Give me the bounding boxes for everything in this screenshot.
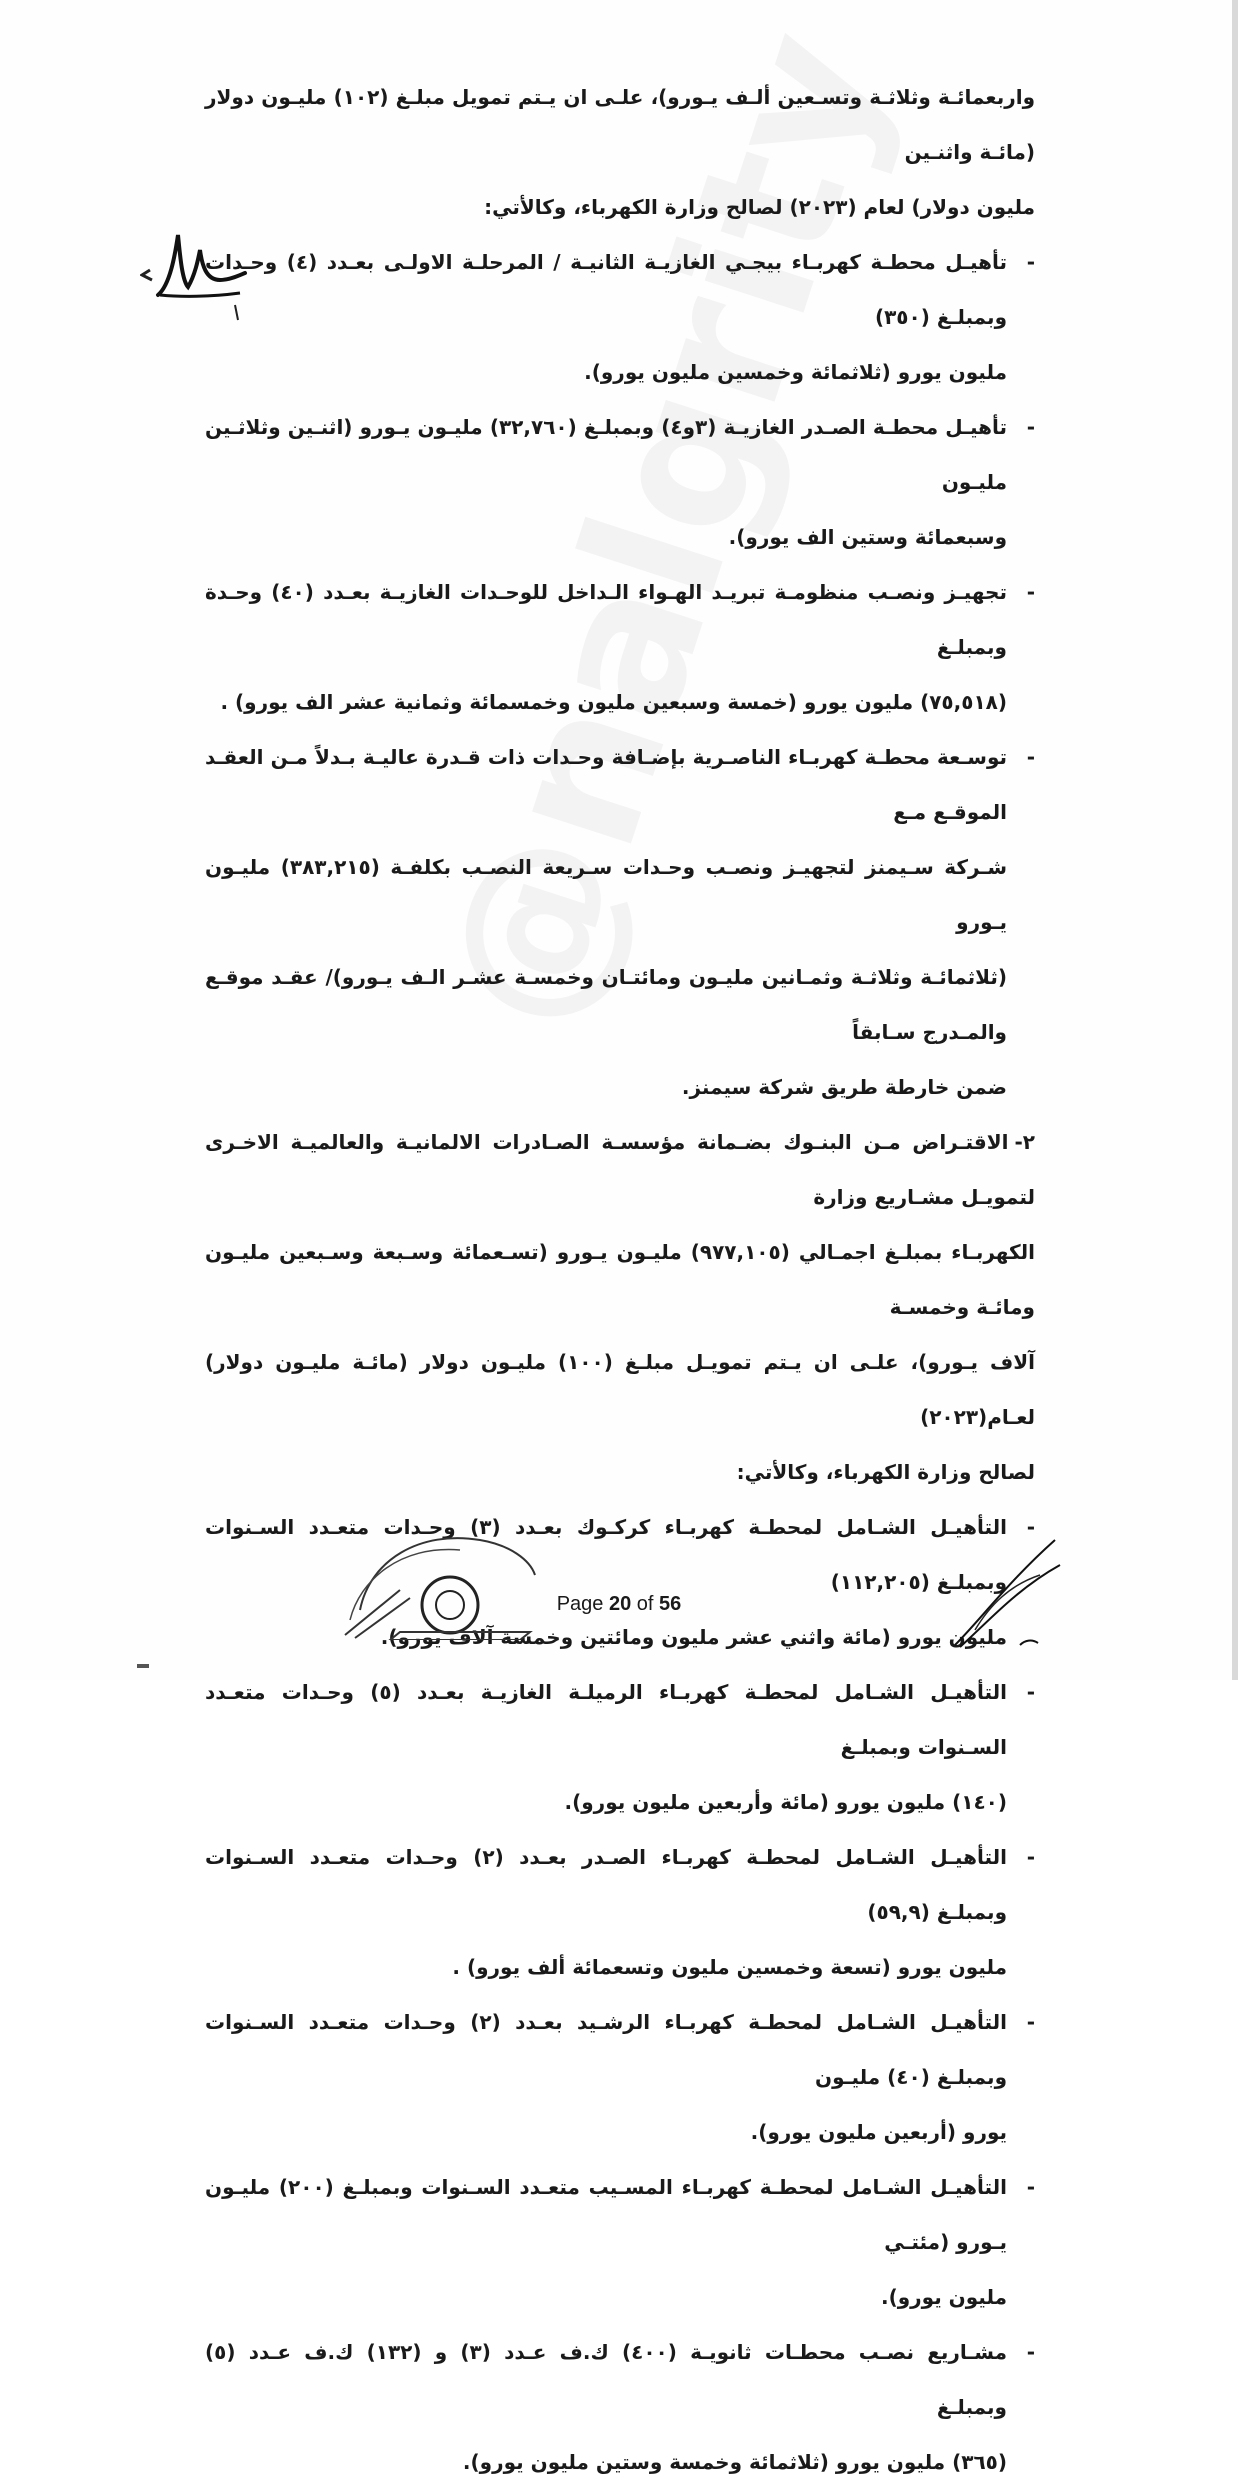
bullet-line: تجهيـز ونصـب منظومـة تبريـد الهـواء الـداخل للوحـدات الغازيـة بعـدد (٤٠) وحـدة وبمبلـغ bbox=[205, 580, 1007, 659]
bullet-line: (ثلاثمائـة وثلاثـة وثمـانين مليـون ومائتـان وخمسـة عشـر الـف يـورو)/ عقـد موقـع والمـدرج سـابقاً bbox=[205, 965, 1007, 1044]
bullet-item bbox=[205, 2325, 1035, 2490]
numbered-item-line: آلاف يـورو)، علـى ان يـتم تمويـل مبلـغ (١٠٠) مليـون دولار (مائـة مليـون دولار) لعـام(٢٠٢٣) bbox=[205, 1350, 1035, 1429]
numbered-item-2 bbox=[205, 1115, 1035, 1500]
bullet-dash: - bbox=[1026, 1680, 1035, 1704]
scan-speck bbox=[137, 1664, 149, 1668]
bullet-dash: - bbox=[1026, 580, 1035, 604]
bullet-dash: - bbox=[1026, 2175, 1035, 2199]
bullet-line: توسـعة محطـة كهربـاء الناصـرية بإضـافة وحـدات ذات قـدرة عاليـة بـدلاً مـن العقـد الموقـع مـع bbox=[205, 745, 1007, 824]
bullet-line: مليون يورو (مائة واثني عشر مليون ومائتين وخمسة آلاف يورو). bbox=[380, 1625, 1007, 1649]
bullet-item bbox=[205, 565, 1035, 730]
bullet-line: مليون يورو (تسعة وخمسين مليون وتسعمائة ألف يورو) . bbox=[452, 1955, 1007, 1979]
page-total: 56 bbox=[659, 1593, 682, 1615]
item-number: ٢- bbox=[1014, 1130, 1035, 1154]
bullet-line: التأهيـل الشـامل لمحطـة كهربـاء الرشـيد بعـدد (٢) وحـدات متعـدد السـنوات وبمبلـغ (٤٠) مليـون bbox=[205, 2010, 1007, 2089]
page-number: 20 bbox=[608, 1593, 632, 1615]
bullet-line: التأهيـل الشـامل لمحطـة كهربـاء الصـدر بعـدد (٢) وحـدات متعـدد السـنوات وبمبلـغ (٥٩,٩) bbox=[205, 1845, 1007, 1924]
bullet-line: التأهيـل الشـامل لمحطـة كهربـاء الرميلـة الغازيـة بعـدد (٥) وحـدات متعـدد السـنوات وبمبلـغ bbox=[205, 1680, 1008, 1759]
intro-line-2: مليون دولار) لعام (٢٠٢٣) لصالح وزارة الكهرباء، وكالأتي: bbox=[484, 195, 1035, 219]
bullet-line: ضمن خارطة طريق شركة سيمنز. bbox=[681, 1075, 1007, 1099]
bullet-dash: - bbox=[1026, 2010, 1035, 2034]
bullet-line: التأهيـل الشـامل لمحطـة كهربـاء المسـيب متعـدد السـنوات وبمبلـغ (٢٠٠) مليـون يـورو (مئتـي bbox=[205, 2175, 1007, 2254]
bullet-line: وسبعمائة وستين الف يورو). bbox=[728, 525, 1007, 549]
scan-edge bbox=[1232, 0, 1238, 1680]
bullet-line: التأهيـل الشـامل لمحطـة كهربـاء كركـوك بعـدد (٣) وحـدات متعـدد السـنوات وبمبلـغ (١١٢,٢٠٥) bbox=[205, 1515, 1007, 1594]
document-body bbox=[205, 70, 1035, 2490]
official-seal-icon bbox=[340, 1520, 540, 1640]
bullet-item bbox=[205, 1995, 1035, 2160]
bullet-item bbox=[205, 2160, 1035, 2325]
page-footer bbox=[0, 1593, 1238, 1616]
bullet-dash: - bbox=[1026, 1845, 1035, 1869]
page-word: Page bbox=[556, 1593, 604, 1615]
item-text: الاقتـراض مـن البنـوك بضـمانة مؤسسـة الصـادرات الالمانيـة والعالميـة الاخـرى لتمويـل مشـاريع وزارة bbox=[205, 1130, 1035, 1209]
bullet-line: (٧٥,٥١٨) مليون يورو (خمسة وسبعين مليون وخمسمائة وثمانية عشر الف يورو) . bbox=[220, 690, 1007, 714]
bullet-line: (١٤٠) مليون يورو (مائة وأربعين مليون يورو). bbox=[564, 1790, 1007, 1814]
of-word: of bbox=[636, 1593, 654, 1615]
bullet-item bbox=[205, 1830, 1035, 1995]
bullet-dash: - bbox=[1026, 415, 1035, 439]
bullet-line: شـركة سـيمنز لتجهيـز ونصـب وحـدات سـريعة النصـب بكلفـة (٣٨٣,٢١٥) مليـون يـورو bbox=[205, 855, 1007, 934]
bullet-dash: - bbox=[1026, 2340, 1035, 2364]
bullet-item bbox=[205, 235, 1035, 400]
bullet-item bbox=[205, 400, 1035, 565]
bullet-line: تأهيـل محطـة كهربـاء بيجـي الغازيـة الثانيـة / المرحلـة الاولـى بعـدد (٤) وحـدات وبمبلـغ (٣٥٠) bbox=[205, 250, 1008, 329]
bullet-line: (٣٦٥) مليون يورو (ثلاثمائة وخمسة وستين مليون يورو). bbox=[462, 2450, 1007, 2474]
numbered-item-line: لصالح وزارة الكهرباء، وكالأتي: bbox=[736, 1460, 1035, 1484]
bullet-line: مشـاريع نصـب محطـات ثانويـة (٤٠٠) ك.ف عـدد (٣) و (١٣٢) ك.ف عـدد (٥) وبمبلـغ bbox=[205, 2340, 1007, 2419]
bullet-item bbox=[205, 730, 1035, 1115]
bullet-line: مليون يورو). bbox=[880, 2285, 1007, 2309]
numbered-item-line: الكهربـاء بمبلـغ اجمـالي (٩٧٧,١٠٥) مليـون يـورو (تسـعمائة وسـبعة وسـبعين مليـون ومائـة وخمسـة bbox=[205, 1240, 1036, 1319]
numbered-item-line bbox=[205, 1115, 1035, 1225]
intro-line-1: واربعمائـة وثلاثـة وتسـعين ألـف يـورو)، علـى ان يـتم تمويل مبلـغ (١٠٢) مليـون دولار (مائـة واثنـين bbox=[205, 85, 1036, 164]
bullet-line: يورو (أربعين مليون يورو). bbox=[750, 2120, 1007, 2144]
bullet-line: تأهيـل محطـة الصـدر الغازيـة (٣و٤) وبمبلـغ (٣٢,٧٦٠) مليـون يـورو (اثنـين وثلاثـين مليـون bbox=[205, 415, 1008, 494]
bullet-dash: - bbox=[1026, 745, 1035, 769]
bullet-item bbox=[205, 1665, 1035, 1830]
bullet-line: مليون يورو (ثلاثمائة وخمسين مليون يورو). bbox=[584, 360, 1007, 384]
bullet-item bbox=[205, 1500, 1035, 1665]
bullet-dash: - bbox=[1026, 250, 1035, 274]
bullet-dash: - bbox=[1026, 1515, 1035, 1539]
